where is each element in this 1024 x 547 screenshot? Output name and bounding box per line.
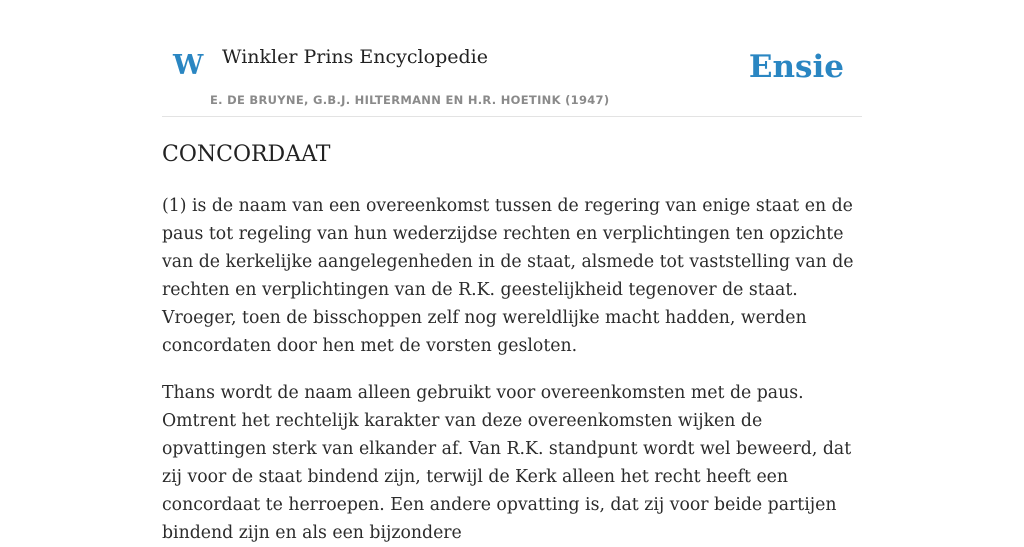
article-paragraph: Thans wordt de naam alleen gebruikt voor overeenkomsten met de paus. Omtrent het rechtelijk karakter van deze overeenkomsten wijken de opvattingen sterk van elkander af. Van R.K. standpunt wordt wel beweerd, dat zij voor de staat bindend zijn, terwijl de Kerk alleen het recht heeft een concordaat te herroepen. Een andere opvatting is, dat zij voor beide partijen bindend zijn en als een bijzondere: [162, 383, 852, 544]
site-header: [162, 0, 862, 117]
authors-byline: E. DE BRUYNE, G.B.J. HILTERMANN EN H.R. HOETINK (1947): [210, 93, 610, 107]
brand-logo[interactable]: Ensie: [748, 49, 844, 85]
site-title[interactable]: Winkler Prins Encyclopedie: [222, 46, 488, 68]
article-title: CONCORDAAT: [162, 142, 331, 167]
site-logo[interactable]: W: [173, 50, 204, 81]
article-paragraph: (1) is de naam van een overeenkomst tussen de regering van enige staat en de paus tot regeling van hun wederzijdse rechten en verplichtingen ten opzichte van de kerkelijke aangelegenheden in de staat, alsmede tot vaststelling van de rechten en verplichtingen van de R.K. geestelijkheid tegenover de staat. Vroeger, toen de bisschoppen zelf nog wereldlijke macht hadden, werden concordaten door hen met de vorsten gesloten.: [162, 196, 854, 357]
page: [162, 0, 862, 547]
